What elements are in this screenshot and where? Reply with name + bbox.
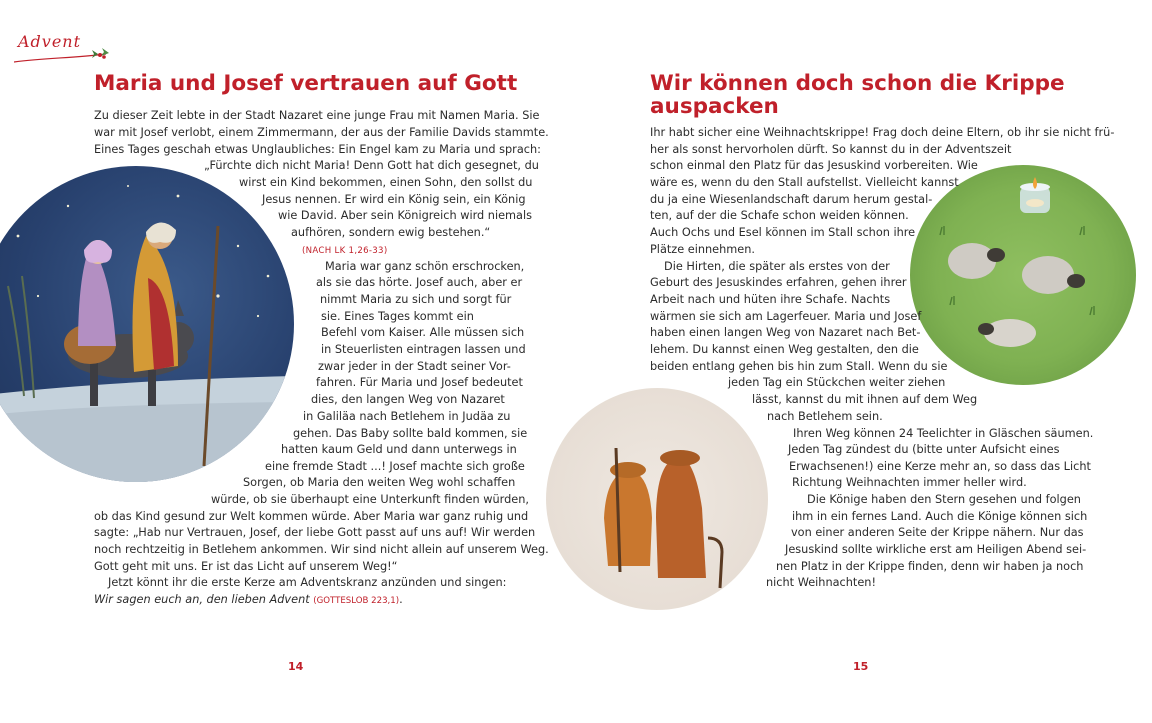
text-line: Ihren Weg können 24 Teelichter in Gläschen säumen. (793, 427, 1094, 440)
text-line: Geburt des Jesuskindes erfahren, gehen ihrer (650, 276, 907, 289)
text-line: Maria war ganz schön erschrocken, (325, 260, 525, 273)
text-line: nimmt Maria zu sich und sorgt für (320, 293, 512, 306)
text-line: ten, auf der die Schafe schon weiden können. (650, 209, 909, 222)
text-line: hatten kaum Geld und dann unterwegs in (281, 443, 517, 456)
text-line: Zu dieser Zeit lebte in der Stadt Nazaret eine junge Frau mit Namen Maria. Sie (94, 109, 540, 122)
text-line: ihm in ein fernes Land. Auch die Könige können sich (792, 510, 1088, 523)
advent-section-tag (14, 30, 134, 66)
text-line: lehem. Du kannst einen Weg gestalten, den die (650, 343, 919, 356)
text-line: aufhören, sondern ewig bestehen.“ (291, 226, 491, 239)
text-line: jeden Tag ein Stückchen weiter ziehen (728, 376, 946, 389)
text-line: Erwachsenen!) eine Kerze mehr an, so dass das Licht (789, 460, 1091, 473)
text-line: war mit Josef verlobt, einem Zimmermann, der aus der Familie Davids stammte. (94, 126, 549, 139)
right-page (576, 0, 1152, 723)
text-line: eine fremde Stadt ...! Josef machte sich große (265, 460, 525, 473)
bible-reference: (NACH LK 1,26-33) (302, 246, 388, 256)
text-line: Jesus nennen. Er wird ein König sein, ein König (262, 193, 526, 206)
text-line: fahren. Für Maria und Josef bedeutet (316, 376, 523, 389)
text-line: Jeden Tag zündest du (bitte unter Aufsicht eines (788, 443, 1060, 456)
text-line: Sorgen, ob Maria den weiten Weg wohl schaffen (243, 476, 516, 489)
text-line: nicht Weihnachten! (766, 576, 876, 589)
title-line-2: auspacken (650, 94, 779, 119)
page-number-right: 15 (853, 660, 869, 673)
text-line: „Fürchte dich nicht Maria! Denn Gott hat dich gesegnet, du (204, 159, 539, 172)
text-line: wärmen sie sich am Lagerfeuer. Maria und Josef (650, 310, 922, 323)
text-line: Plätze einnehmen. (650, 243, 755, 256)
holy-family-illustration (0, 166, 294, 482)
text-line: wie David. Aber sein Königreich wird niemals (278, 209, 532, 222)
title-line-1: Wir können doch schon die Krippe (650, 71, 1065, 96)
text-line: ob das Kind gesund zur Welt kommen würde. Aber Maria war ganz ruhig und (94, 510, 529, 523)
song-end: . (399, 593, 403, 606)
text-line: wirst ein Kind bekommen, einen Sohn, den sollst du (239, 176, 533, 189)
page-number-left: 14 (288, 660, 304, 673)
text-line: schon einmal den Platz für das Jesuskind vorbereiten. Wie (650, 159, 978, 172)
text-line: haben einen langen Weg von Nazaret nach Bet- (650, 326, 921, 339)
text-line: wäre es, wenn du den Stall aufstellst. Vielleicht kannst (650, 176, 959, 189)
text-line: du ja eine Wiesenlandschaft darum herum gestal- (650, 193, 933, 206)
advent-label: Advent (18, 32, 82, 51)
text-line: Eines Tages geschah etwas Unglaubliches: Ein Engel kam zu Maria und sprach: (94, 143, 541, 156)
text-line: Jetzt könnt ihr die erste Kerze am Adventskranz anzünden und singen: (108, 576, 507, 589)
page-title-right (650, 72, 1110, 118)
text-line: würde, ob sie überhaupt eine Unterkunft finden würden, (211, 493, 529, 506)
text-line: in Galiläa nach Betlehem in Judäa zu (303, 410, 511, 423)
text-line: Jesuskind sollte wirkliche erst am Heiligen Abend sei- (785, 543, 1087, 556)
text-line: Ihr habt sicher eine Weihnachtskrippe! Frag doch deine Eltern, ob ihr sie nicht frü- (650, 126, 1115, 139)
text-line: Die Hirten, die später als erstes von der (664, 260, 890, 273)
song-reference: (GOTTESLOB 223,1) (313, 596, 400, 606)
text-line: dies, den langen Weg von Nazaret (311, 393, 505, 406)
holly-branch-icon (14, 48, 134, 66)
text-line: sie. Eines Tages kommt ein (321, 310, 474, 323)
text-line: Auch Ochs und Esel können im Stall schon ihre (650, 226, 916, 239)
text-line: in Steuerlisten eintragen lassen und (321, 343, 526, 356)
text-line: noch rechtzeitig in Betlehem ankommen. Wir sind nicht allein auf unserem Weg. (94, 543, 549, 556)
text-line: von einer anderen Seite der Krippe nähern. Nur das (791, 526, 1084, 539)
text-line: als sie das hörte. Josef auch, aber er (316, 276, 523, 289)
song-line (94, 592, 403, 610)
text-line: nach Betlehem sein. (767, 410, 883, 423)
text-line: beiden entlang gehen bis hin zum Stall. Wenn du sie (650, 360, 948, 373)
shepherds-illustration (546, 388, 768, 610)
text-line: lässt, kannst du mit ihnen auf dem Weg (752, 393, 978, 406)
text-line: her als sonst hervorholen dürft. So kannst du in der Adventszeit (650, 143, 1012, 156)
text-line: Richtung Weihnachten immer heller wird. (792, 476, 1027, 489)
page-title-left: Maria und Josef vertrauen auf Gott (94, 71, 518, 96)
text-line: Befehl vom Kaiser. Alle müssen sich (321, 326, 525, 339)
text-line: Die Könige haben den Stern gesehen und folgen (807, 493, 1081, 506)
text-line: zwar jeder in der Stadt seiner Vor- (318, 360, 511, 373)
sheep-meadow-illustration (910, 165, 1136, 385)
text-line: Gott geht mit uns. Er ist das Licht auf unserem Weg!“ (94, 560, 398, 573)
text-line: nen Platz in der Krippe finden, denn wir haben ja noch (776, 560, 1084, 573)
song-title: Wir sagen euch an, den lieben Advent (94, 593, 310, 606)
text-line: gehen. Das Baby sollte bald kommen, sie (293, 427, 528, 440)
text-line: sagte: „Hab nur Vertrauen, Josef, der liebe Gott passt auf uns auf! Wir werden (94, 526, 536, 539)
text-line: Arbeit nach und hüten ihre Schafe. Nachts (650, 293, 891, 306)
